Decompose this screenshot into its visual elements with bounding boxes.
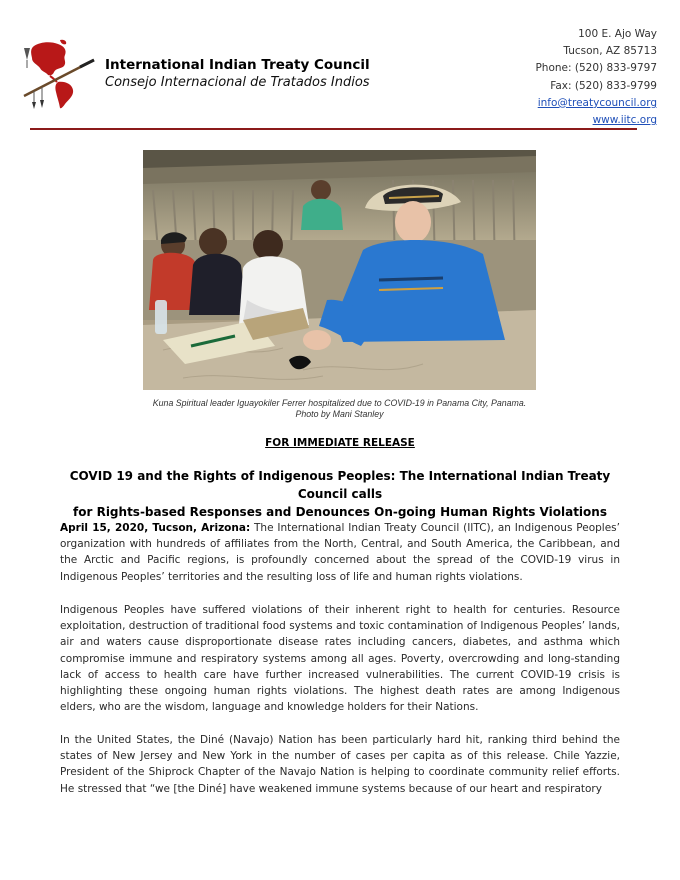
paragraph-3-text: In the United States, the Diné (Navajo) Nation has been particularly hard hit, ranking third behind the states of New Jersey and New York in the number of cases per capita as of this release. Chile Yazzie, President of the Shiprock Chapter of the Navajo Nation is helping to coordinate community relief efforts. He stressed that “we [the Diné] have weakened immune systems because of our heart and respiratory [60,734,620,795]
headline-line-2: for Rights-based Responses and Denounces On-going Human Rights Violations [73,505,607,519]
organization-name-spanish: Consejo Internacional de Tratados Indios [105,75,370,90]
website-link[interactable]: www.iitc.org [592,114,657,127]
body-paragraph-2 [60,602,620,715]
americas-map-logo-icon [20,38,100,110]
phone-number: Phone: (520) 833-9797 [535,62,657,75]
paragraph-2-text: Indigenous Peoples have suffered violations of their inherent right to health for centuries. Resource exploitation, destruction of traditional food systems and toxic contamination of Indigenous Peoples’ lands, air and waters cause disproportionate disease rates including cancers, diabetes, and asthma which compromise immune and respiratory systems among all ages. Poverty, overcrowding and long-standing lack of access to health care have further increased vulnerabilities. The current COVID-19 crisis is highlighting these ongoing human rights violations. The highest death rates are among Indigenous elders, who are the wisdom, language and knowledge holders for their Nations. [60,604,620,714]
contact-block [535,26,657,129]
headline [50,467,630,521]
caption-line-1: Kuna Spiritual leader Iguayokiler Ferrer hospitalized due to COVID-19 in Panama City, Panama. [152,398,527,408]
address-line-1: 100 E. Ajo Way [578,28,657,40]
headline-line-1: COVID 19 and the Rights of Indigenous Peoples: The International Indian Treaty Council calls [69,469,611,501]
caption-credit: Photo by Mani Stanley [295,409,384,419]
photo-caption [143,398,536,420]
release-label: FOR IMMEDIATE RELEASE [265,437,415,449]
body-paragraph-1 [60,520,620,585]
body-paragraph-3 [60,732,620,797]
address-line-2: Tucson, AZ 85713 [563,45,657,58]
fax-number: Fax: (520) 833-9799 [550,79,657,92]
dateline: April 15, 2020, Tucson, Arizona: [60,522,251,534]
header-divider [30,128,637,130]
meeting-photo [143,150,536,390]
organization-name: International Indian Treaty Council [105,57,370,73]
email-link[interactable]: info@treatycouncil.org [537,96,657,109]
paragraph-1-text: The International Indian Treaty Council (IITC), an Indigenous Peoples’ organization with hundreds of affiliates from the North, Central, and South America, the Caribbean, and the Arctic and Pacific regions, is profoundly concerned about the spread of the COVID-19 virus in Indigenous Peoples’ territories and the resulting loss of life and human rights violations. [60,522,620,583]
